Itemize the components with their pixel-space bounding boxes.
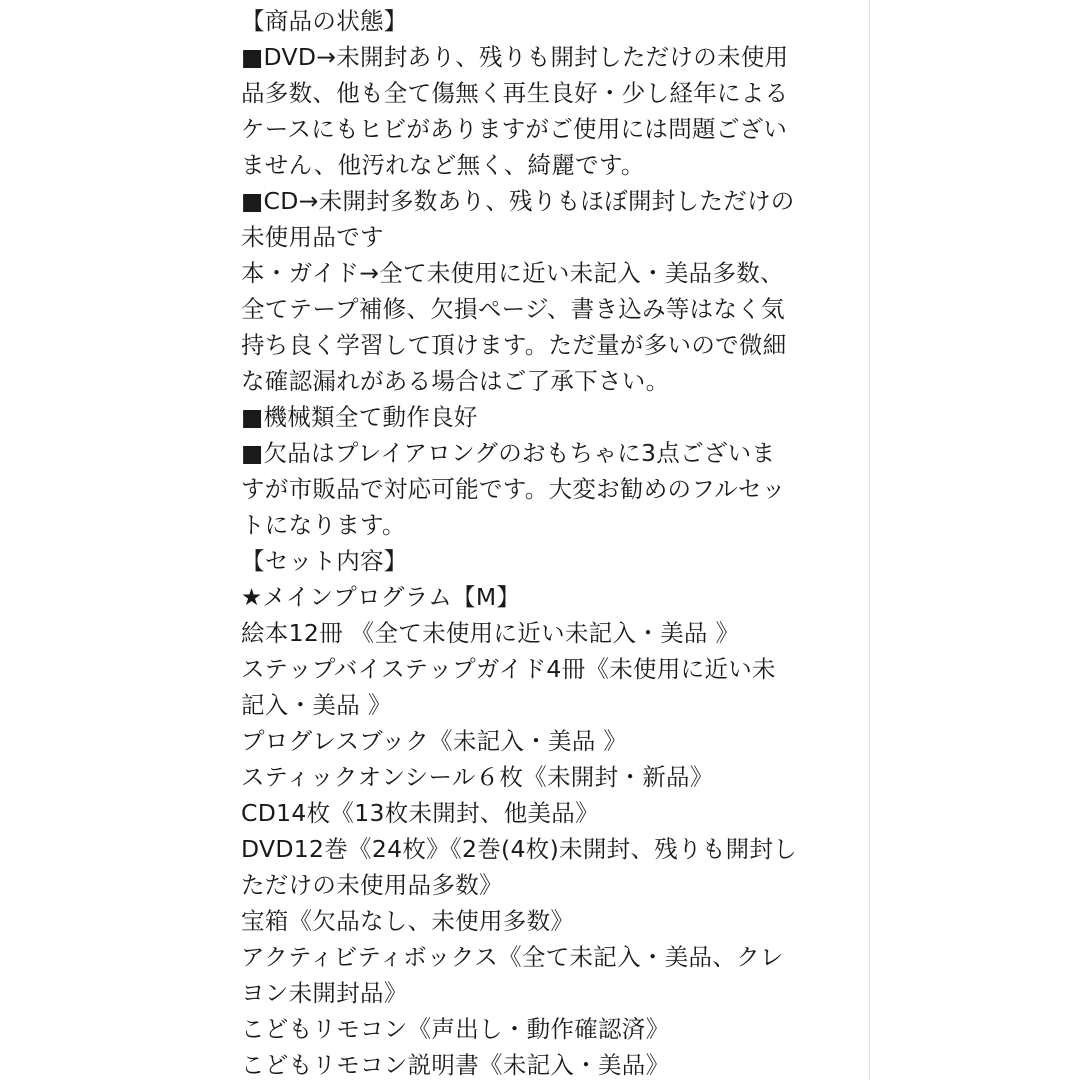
product-description: [241, 3, 841, 1080]
description-line: DVD12巻《24枚》《2巻(4枚)未開封、残りも開封し: [241, 835, 798, 863]
description-line: 未使用品です: [241, 223, 384, 251]
description-line: ■機械類全て動作良好: [241, 403, 478, 431]
description-line: ■DVD→未開封あり、残りも開封しただけの未使用: [241, 43, 789, 71]
description-line: ケースにもヒビがありますがご使用には問題ござい: [241, 115, 788, 143]
vertical-divider: [869, 0, 870, 1080]
description-line: すが市販品で対応可能です。大変お勧めのフルセッ: [241, 475, 786, 503]
description-line: アクティビティボックス《全て未記入・美品、クレ: [241, 943, 784, 971]
description-line: な確認漏れがある場合はご了承下さい。: [241, 367, 670, 395]
description-line-condition-heading: 【商品の状態】: [241, 7, 408, 35]
description-line: ★メインプログラム【M】: [241, 583, 521, 611]
description-line: CD14枚《13枚未開封、他美品》: [241, 799, 599, 827]
description-line: ■欠品はプレイアロングのおもちゃに3点ございま: [241, 439, 776, 467]
description-line: ただけの未使用品多数》: [241, 871, 503, 899]
description-line: 宝箱《欠品なし、未使用多数》: [241, 907, 575, 935]
description-line: こどもリモコン説明書《未記入・美品》: [241, 1051, 670, 1079]
description-line: ■CD→未開封多数あり、残りもほぼ開封しただけの: [241, 187, 795, 215]
description-line: ヨン未開封品》: [241, 979, 408, 1007]
description-line: 品多数、他も全て傷無く再生良好・少し経年による: [241, 79, 789, 107]
description-line: トになります。: [241, 511, 406, 539]
description-line: 記入・美品 》: [241, 691, 392, 719]
description-line: スティックオンシール６枚《未開封・新品》: [241, 763, 714, 791]
description-line: 絵本12冊 《全て未使用に近い未記入・美品 》: [241, 619, 740, 647]
description-line: 持ち良く学習して頂けます。ただ量が多いので微細: [241, 331, 787, 359]
description-line: 全てテープ補修、欠損ページ、書き込み等はなく気: [241, 295, 785, 323]
description-line: ステップバイステップガイド4冊《未使用に近い未: [241, 655, 776, 683]
description-line: 本・ガイド→全て未使用に近い未記入・美品多数、: [241, 259, 784, 287]
description-line: こどもリモコン《声出し・動作確認済》: [241, 1015, 670, 1043]
description-line: プログレスブック《未記入・美品 》: [241, 727, 628, 755]
description-line-set-contents-heading: 【セット内容】: [241, 547, 408, 575]
description-line: ません、他汚れなど無く、綺麗です。: [241, 151, 645, 179]
